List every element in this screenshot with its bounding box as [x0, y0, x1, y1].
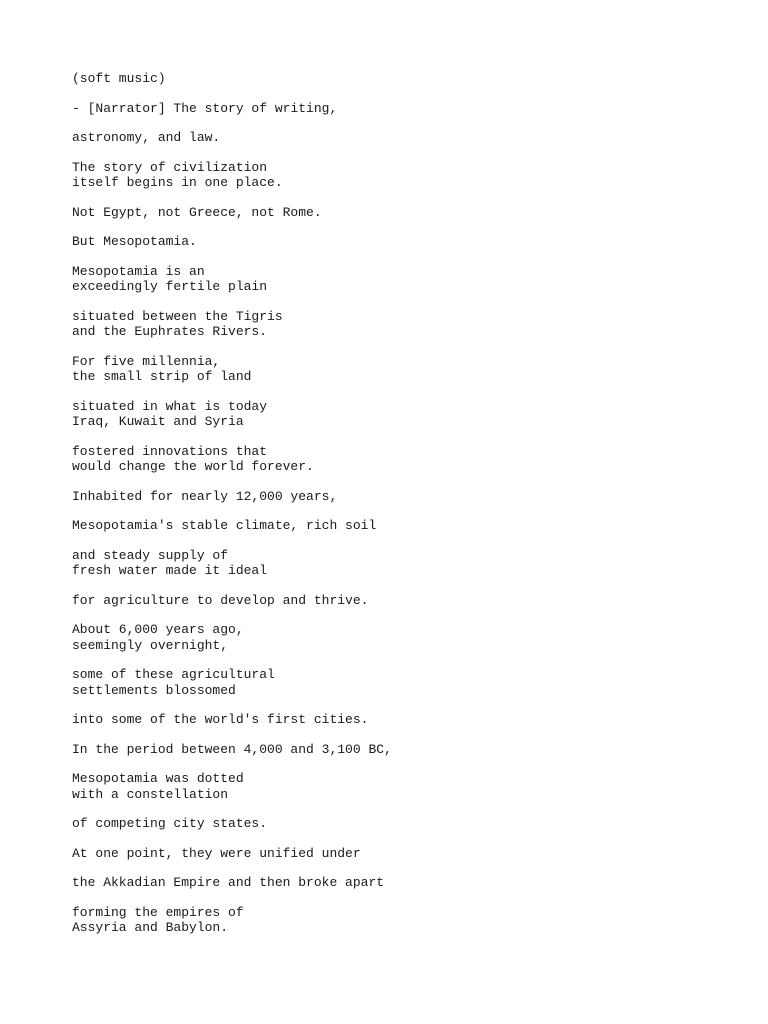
- transcript-paragraph: [72, 593, 732, 609]
- transcript-line: At one point, they were unified under: [72, 845, 361, 861]
- transcript-line: About 6,000 years ago,: [72, 622, 244, 637]
- transcript-paragraph: [72, 264, 732, 295]
- transcript-paragraph: [72, 905, 732, 936]
- transcript-line: The story of civilization: [72, 159, 268, 175]
- transcript-line: situated between the Tigris: [72, 308, 283, 324]
- transcript-paragraph: [72, 444, 732, 475]
- transcript-body: [72, 71, 732, 950]
- transcript-line: fostered innovations that: [72, 443, 268, 459]
- transcript-line: Mesopotamia's stable climate, rich soil: [72, 518, 377, 533]
- transcript-line: for agriculture to develop and thrive.: [72, 592, 369, 608]
- transcript-line: But Mesopotamia.: [72, 234, 197, 249]
- transcript-paragraph: [72, 548, 732, 579]
- transcript-paragraph: [72, 622, 732, 653]
- transcript-line: Mesopotamia is an: [72, 263, 205, 279]
- transcript-line: fresh water made it ideal: [72, 563, 268, 578]
- transcript-line: some of these agricultural: [72, 667, 275, 682]
- transcript-line: In the period between 4,000 and 3,100 BC,: [72, 741, 392, 757]
- transcript-paragraph: [72, 712, 732, 728]
- transcript-paragraph: [72, 846, 732, 862]
- transcript-line: and the Euphrates Rivers.: [72, 324, 268, 339]
- transcript-paragraph: [72, 816, 732, 832]
- transcript-line: with a constellation: [72, 786, 229, 802]
- transcript-line: exceedingly fertile plain: [72, 279, 268, 294]
- transcript-paragraph: [72, 309, 732, 340]
- transcript-paragraph: [72, 667, 732, 698]
- transcript-paragraph: [72, 771, 732, 802]
- transcript-paragraph: [72, 742, 732, 758]
- transcript-line: For five millennia,: [72, 353, 221, 369]
- transcript-paragraph: [72, 205, 732, 221]
- transcript-line: Iraq, Kuwait and Syria: [72, 414, 244, 429]
- transcript-line: would change the world forever.: [72, 459, 314, 474]
- transcript-line: of competing city states.: [72, 816, 268, 831]
- transcript-paragraph: [72, 399, 732, 430]
- transcript-line: the small strip of land: [72, 369, 252, 384]
- transcript-paragraph: [72, 489, 732, 505]
- transcript-line: the Akkadian Empire and then broke apart: [72, 875, 385, 890]
- transcript-line: settlements blossomed: [72, 682, 236, 698]
- transcript-line: seemingly overnight,: [72, 637, 229, 653]
- transcript-line: itself begins in one place.: [72, 175, 283, 190]
- transcript-line: into some of the world's first cities.: [72, 712, 369, 727]
- transcript-line: and steady supply of: [72, 547, 229, 563]
- transcript-line: Assyria and Babylon.: [72, 920, 229, 935]
- transcript-paragraph: [72, 518, 732, 534]
- transcript-line: (soft music): [72, 71, 166, 86]
- transcript-line: forming the empires of: [72, 904, 244, 920]
- transcript-paragraph: [72, 160, 732, 191]
- transcript-line: situated in what is today: [72, 398, 268, 414]
- transcript-line: Not Egypt, not Greece, not Rome.: [72, 204, 322, 220]
- transcript-paragraph: [72, 354, 732, 385]
- transcript-paragraph: [72, 71, 732, 87]
- transcript-line: Inhabited for nearly 12,000 years,: [72, 488, 338, 504]
- transcript-paragraph: [72, 875, 732, 891]
- transcript-paragraph: [72, 234, 732, 250]
- transcript-line: Mesopotamia was dotted: [72, 771, 244, 786]
- transcript-paragraph: [72, 130, 732, 146]
- transcript-line: - [Narrator] The story of writing,: [72, 100, 338, 116]
- transcript-line: astronomy, and law.: [72, 130, 221, 145]
- transcript-paragraph: [72, 101, 732, 117]
